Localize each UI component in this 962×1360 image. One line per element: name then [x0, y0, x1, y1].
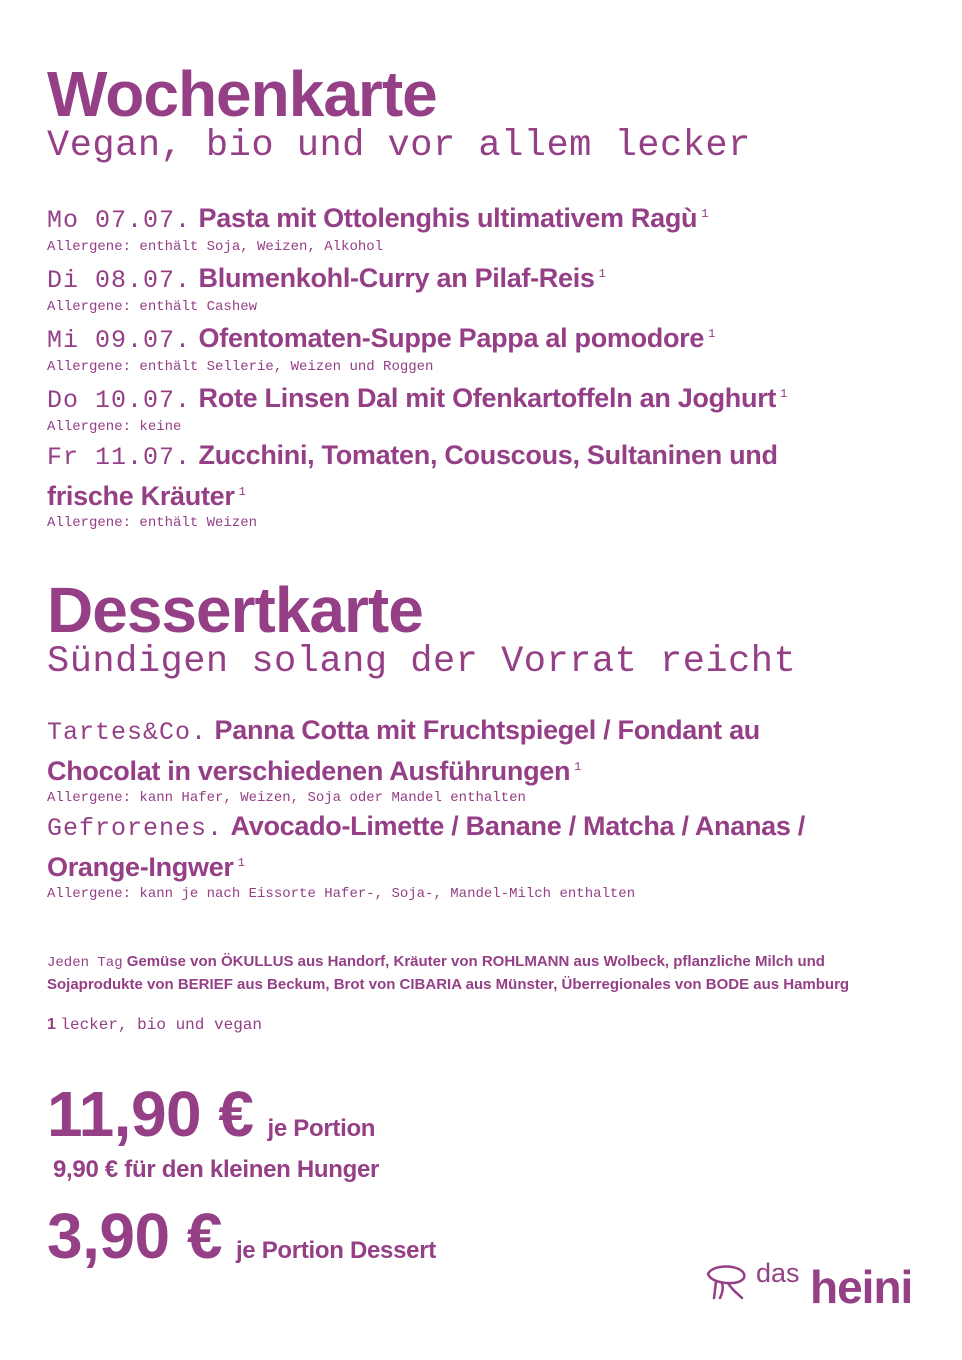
heini-logo-icon — [702, 1262, 750, 1302]
sources-text: Gemüse von ÖKULLUS aus Handorf, Kräuter von ROHLMANN aus Wolbeck, pflanzliche Milch und Sojaprodukte von BERIEF aus Beckum, Brot von CIBARIA aus Münster, Überregionales von BODE aus Hamburg — [47, 953, 850, 993]
footnote-mark: 1 — [238, 485, 246, 499]
footnote — [47, 1016, 262, 1034]
allergen-note: Allergene: kann je nach Eissorte Hafer-, Soja-, Mandel-Milch enthalten — [47, 886, 636, 902]
day-label: Mi 09.07. — [47, 326, 192, 355]
dessertkarte-title: Dessertkarte — [47, 574, 423, 646]
dish-name: Rote Linsen Dal mit Ofenkartoffeln an Joghurt — [198, 383, 777, 413]
day-label: Fr 11.07. — [47, 443, 192, 472]
price-main-unit: je Portion — [267, 1115, 376, 1142]
allergen-note: Allergene: enthält Soja, Weizen, Alkohol — [47, 239, 384, 255]
dessert-entry-gefrorenes — [47, 809, 897, 902]
dish-name: Ofentomaten-Suppe Pappa al pomodore — [198, 323, 705, 353]
price-small: 9,90 € für den kleinen Hunger — [53, 1156, 380, 1183]
footnote-mark: 1 — [237, 856, 245, 870]
price-main: 11,90 € — [47, 1078, 254, 1150]
footnote-mark: 1 — [780, 387, 788, 401]
menu-entry-friday — [47, 438, 847, 531]
allergen-note: Allergene: keine — [47, 419, 182, 435]
category-label: Gefrorenes. — [47, 814, 224, 843]
footnote-mark: 1 — [598, 267, 606, 281]
dessert-entry-tartes — [47, 713, 837, 806]
dish-name: Panna Cotta mit Fruchtspiegel / Fondant au Chocolat in verschiedenen Ausführungen — [47, 715, 760, 786]
footnote-text: lecker, bio und vegan — [60, 1016, 262, 1034]
day-label: Do 10.07. — [47, 386, 192, 415]
price-dessert-row — [47, 1200, 436, 1272]
day-label: Di 08.07. — [47, 266, 192, 295]
price-main-row — [47, 1078, 376, 1150]
dish-name: Avocado-Limette / Banane / Matcha / Ananas / Orange-Ingwer — [47, 811, 805, 882]
dish-name: Blumenkohl-Curry an Pilaf-Reis — [198, 263, 595, 293]
category-label: Tartes&Co. — [47, 718, 208, 747]
wochenkarte-title: Wochenkarte — [47, 58, 437, 130]
logo-prefix: das — [756, 1258, 800, 1288]
sources-label: Jeden Tag — [47, 955, 123, 971]
wochenkarte-subtitle: Vegan, bio und vor allem lecker — [47, 125, 751, 167]
day-label: Mo 07.07. — [47, 206, 192, 235]
dish-name: Pasta mit Ottolenghis ultimativem Ragù — [198, 203, 698, 233]
menu-entry-thursday — [47, 377, 927, 435]
allergen-note: Allergene: enthält Weizen — [47, 515, 258, 531]
logo — [700, 1258, 930, 1313]
allergen-note: Allergene: kann Hafer, Weizen, Soja oder Mandel enthalten — [47, 790, 526, 806]
menu-entry-tuesday — [47, 257, 927, 315]
dessertkarte-subtitle: Sündigen solang der Vorrat reicht — [47, 641, 797, 683]
footnote-mark: 1 — [708, 327, 716, 341]
footnote-number: 1 — [47, 1016, 56, 1033]
sources-note — [47, 951, 907, 996]
price-dessert-unit: je Portion Dessert — [235, 1237, 436, 1264]
price-dessert: 3,90 € — [47, 1200, 222, 1272]
allergen-note: Allergene: enthält Sellerie, Weizen und Roggen — [47, 359, 434, 375]
footnote-mark: 1 — [574, 760, 582, 774]
menu-entry-monday — [47, 197, 927, 255]
footnote-mark: 1 — [701, 207, 709, 221]
logo-name: heini — [810, 1261, 913, 1313]
menu-entry-wednesday — [47, 317, 927, 375]
allergen-note: Allergene: enthält Cashew — [47, 299, 258, 315]
dish-name: Zucchini, Tomaten, Couscous, Sultaninen und frische Kräuter — [47, 440, 778, 511]
